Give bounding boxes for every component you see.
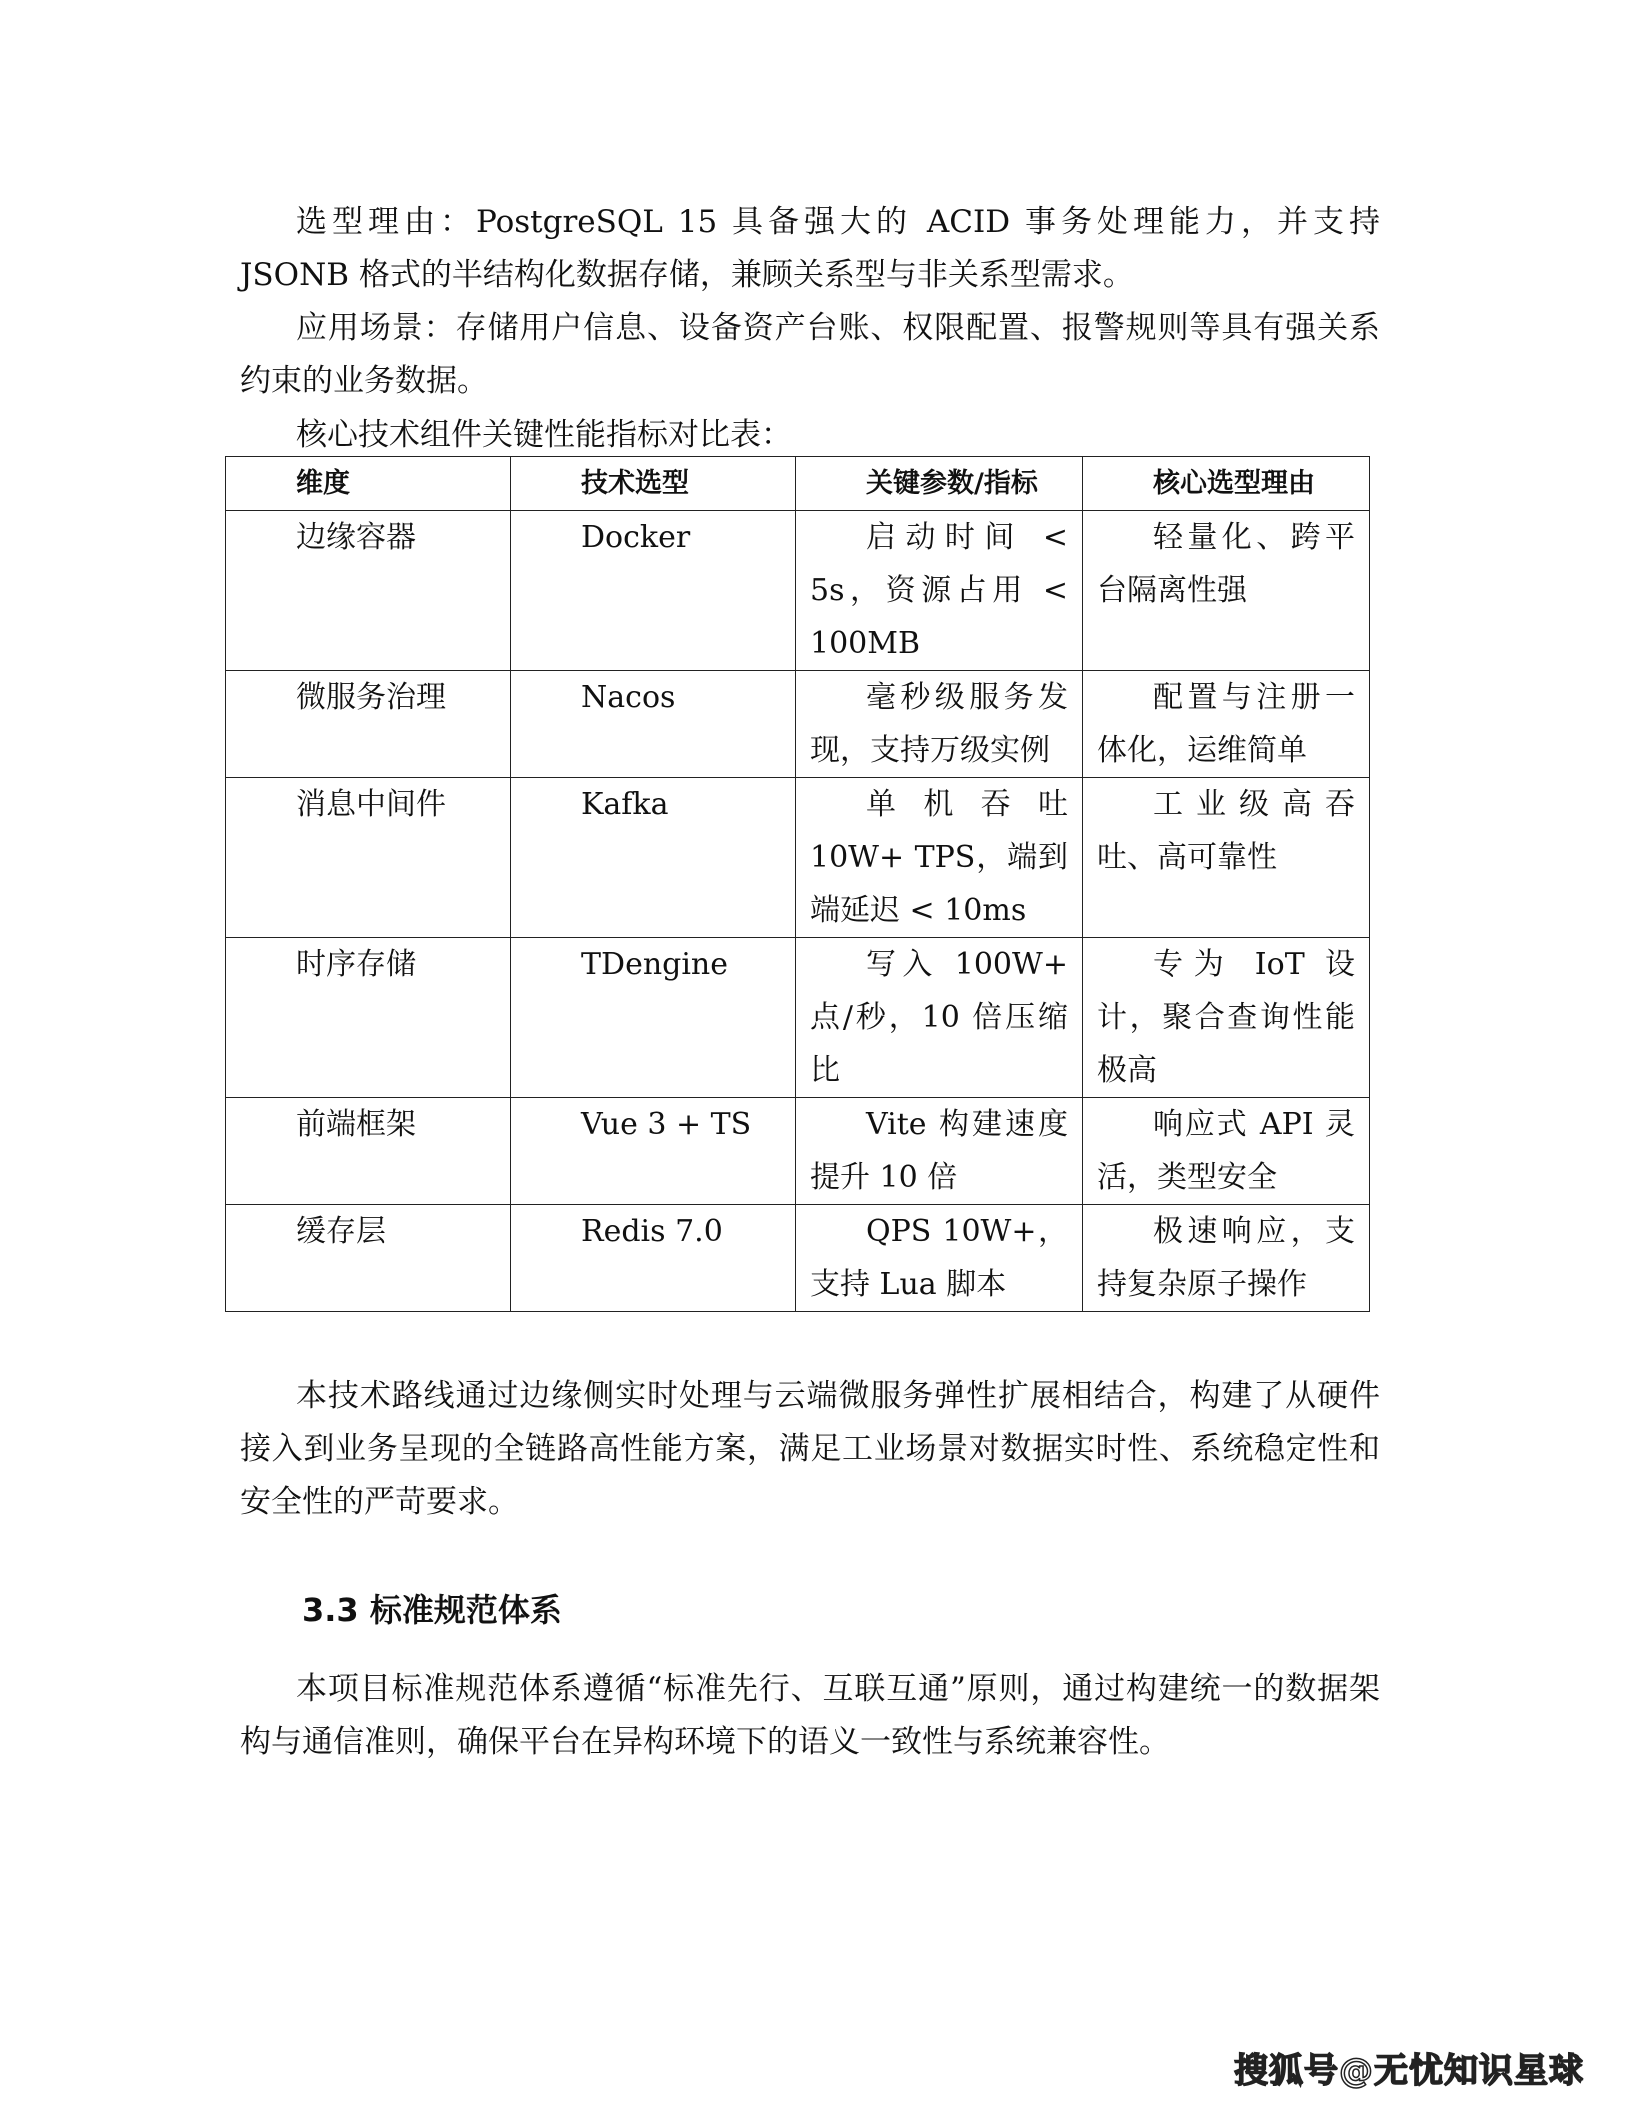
cell-rationale: 极速响应，支持复杂原子操作 xyxy=(1083,1205,1370,1312)
cell-dimension: 边缘容器 xyxy=(226,511,511,671)
header-rationale: 核心选型理由 xyxy=(1083,457,1370,511)
standards-intro-paragraph: 本项目标准规范体系遵循“标准先行、互联互通”原则，通过构建统一的数据架构与通信准则，确保平台在异构环境下的语义一致性与系统兼容性。 xyxy=(240,1671,1380,1760)
rationale-paragraph: 选型理由：PostgreSQL 15 具备强大的 ACID 事务处理能力，并支持 JSONB 格式的半结构化数据存储，兼顾关系型与非关系型需求。 xyxy=(240,204,1380,293)
header-key-metrics: 关键参数/指标 xyxy=(796,457,1083,511)
cell-key-metrics: QPS 10W+，支持 Lua 脚本 xyxy=(796,1205,1083,1312)
cell-rationale: 配置与注册一体化，运维简单 xyxy=(1083,671,1370,778)
cell-technology: Docker xyxy=(511,511,796,671)
table-row xyxy=(226,671,1370,778)
cell-rationale: 响应式 API 灵活，类型安全 xyxy=(1083,1098,1370,1205)
watermark: 搜狐号@无忧知识星球 xyxy=(1234,2051,1584,2091)
cell-technology: TDengine xyxy=(511,938,796,1098)
cell-dimension: 消息中间件 xyxy=(226,778,511,938)
cell-key-metrics: 写入 100W+ 点/秒，10 倍压缩比 xyxy=(796,938,1083,1098)
section-heading: 3.3 标准规范体系 xyxy=(302,1591,562,1629)
table-row xyxy=(226,1098,1370,1205)
cell-technology: Kafka xyxy=(511,778,796,938)
cell-dimension: 微服务治理 xyxy=(226,671,511,778)
cell-key-metrics: Vite 构建速度提升 10 倍 xyxy=(796,1098,1083,1205)
table-row xyxy=(226,1205,1370,1312)
cell-technology: Redis 7.0 xyxy=(511,1205,796,1312)
cell-dimension: 前端框架 xyxy=(226,1098,511,1205)
scenario-paragraph: 应用场景：存储用户信息、设备资产台账、权限配置、报警规则等具有强关系约束的业务数据。 xyxy=(240,310,1380,399)
cell-rationale: 轻量化、跨平台隔离性强 xyxy=(1083,511,1370,671)
cell-dimension: 缓存层 xyxy=(226,1205,511,1312)
cell-key-metrics: 启动时间 < 5s，资源占用 < 100MB xyxy=(796,511,1083,671)
cell-dimension: 时序存储 xyxy=(226,938,511,1098)
table-header-row xyxy=(226,457,1370,511)
cell-rationale: 专为 IoT 设计，聚合查询性能极高 xyxy=(1083,938,1370,1098)
cell-key-metrics: 毫秒级服务发现，支持万级实例 xyxy=(796,671,1083,778)
table-row xyxy=(226,511,1370,671)
header-dimension: 维度 xyxy=(226,457,511,511)
table-row xyxy=(226,778,1370,938)
cell-rationale: 工业级高吞吐、高可靠性 xyxy=(1083,778,1370,938)
cell-technology: Vue 3 + TS xyxy=(511,1098,796,1205)
table-row xyxy=(226,938,1370,1098)
performance-comparison-table xyxy=(225,456,1370,1312)
table-caption: 核心技术组件关键性能指标对比表： xyxy=(296,417,792,453)
cell-key-metrics: 单机吞吐 10W+ TPS，端到端延迟 < 10ms xyxy=(796,778,1083,938)
summary-paragraph: 本技术路线通过边缘侧实时处理与云端微服务弹性扩展相结合，构建了从硬件接入到业务呈现的全链路高性能方案，满足工业场景对数据实时性、系统稳定性和安全性的严苛要求。 xyxy=(240,1378,1380,1520)
cell-technology: Nacos xyxy=(511,671,796,778)
header-technology: 技术选型 xyxy=(511,457,796,511)
